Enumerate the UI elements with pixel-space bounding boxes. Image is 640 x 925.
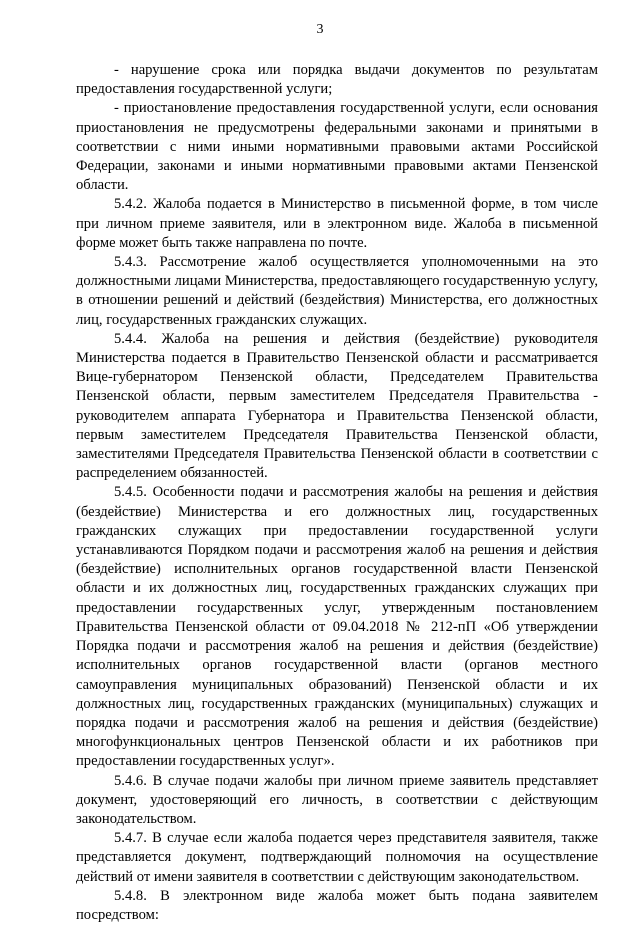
document-body bbox=[76, 61, 598, 925]
paragraph-violation-deadline: - нарушение срока или порядка выдачи документов по результатам предоставления государственной услуги; bbox=[76, 62, 598, 98]
page-number: 3 bbox=[316, 22, 324, 37]
paragraph-5-4-3: 5.4.3. Рассмотрение жалоб осуществляется уполномоченными на это должностными лицами Министерства, предоставляющего государственную услугу, в отношении решений и действий (бездействия) Министерства, его должностных лиц, государственных гражданских служащих. bbox=[76, 254, 598, 328]
paragraph-5-4-7: 5.4.7. В случае если жалоба подается через представителя заявителя, также представляется документ, подтверждающий полномочия на осуществление действий от имени заявителя в соответствии с действующим законодательством. bbox=[76, 830, 598, 885]
paragraph-5-4-6: 5.4.6. В случае подачи жалобы при личном приеме заявитель представляет документ, удостоверяющий его личность, в соответствии с действующим законодательством. bbox=[76, 772, 598, 827]
paragraph-5-4-2: 5.4.2. Жалоба подается в Министерство в письменной форме, в том числе при личном приеме заявителя, или в электронном виде. Жалоба в письменной форме может быть также направлена по почте. bbox=[76, 196, 598, 251]
paragraph-suspension: - приостановление предоставления государственной услуги, если основания приостановления не предусмотрены федеральными законами и принятыми в соответствии с ними иными нормативными правовыми актами Российской Федерации, законами и иными нормативными правовыми актами Пензенской области. bbox=[76, 100, 598, 194]
paragraph-5-4-8: 5.4.8. В электронном виде жалоба может быть подана заявителем посредством: bbox=[76, 887, 598, 923]
paragraph-5-4-4: 5.4.4. Жалоба на решения и действия (бездействие) руководителя Министерства подается в Правительство Пензенской области и рассматривается Вице-губернатором Пензенской области, Председателем Правительства Пензенской области, первым заместителем Председателя Правительства - руководителем аппарата Губернатора и Правительства Пензенской области, первым заместителем Председателя Правительства Пензенской области, заместителями Председателя Правительства Пензенской области в соответствии с распределением обязанностей. bbox=[76, 330, 598, 482]
paragraph-5-4-5: 5.4.5. Особенности подачи и рассмотрения жалобы на решения и действия (бездействие) Министерства и его должностных лиц, государственных гражданских служащих при предоставлении государственной услуги устанавливаются Порядком подачи и рассмотрения жалоб на решения и действия (бездействие) исполнительных органов государственной власти Пензенской области и их должностных лиц, государственных гражданских служащих при предоставлении государственных услуг, утвержденным постановлением Правительства Пензенской области от 09.04.2018 № 212-пП «Об утверждении Порядка подачи и рассмотрения жалоб на решения и действия (бездействие) исполнительных органов государственной власти (органов местного самоуправления муниципальных образований) Пензенской области и их должностных лиц, государственных гражданских (муниципальных) служащих и порядка подачи и рассмотрения жалоб на решения и действия (бездействие) многофункциональных центров Пензенской области и их работников при предоставлении государственных услуг». bbox=[76, 484, 598, 770]
